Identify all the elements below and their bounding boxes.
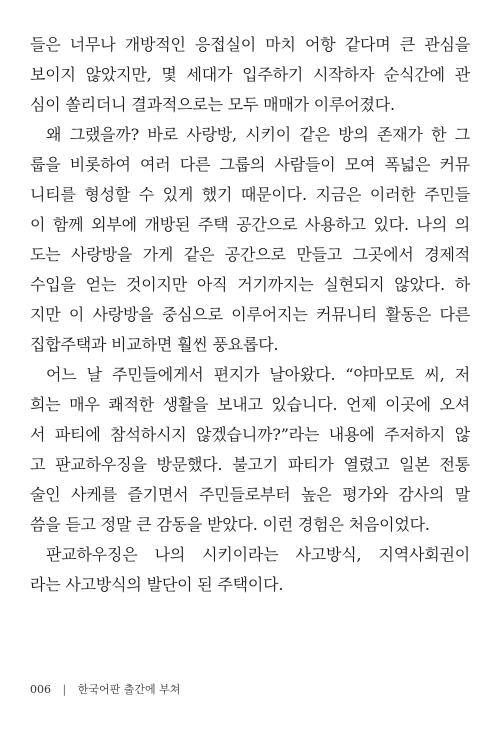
paragraph-2 xyxy=(30,120,470,360)
text-line: 희는 매우 쾌적한 생활을 보내고 있습니다. 언제 이곳에 오셔 xyxy=(30,395,470,414)
text-line: 고 판교하우징을 방문했다. 불고기 파티가 열렸고 일본 전통 xyxy=(30,455,470,474)
text-line: 라는 사고방식의 발단이 된 주택이다. xyxy=(30,575,284,594)
paragraph-3 xyxy=(30,360,470,540)
text-line: 룹을 비롯하여 여러 다른 그룹의 사람들이 모여 폭넓은 커뮤 xyxy=(30,155,470,174)
paragraph-4 xyxy=(30,540,470,600)
text-line: 심이 쏠리더니 결과적으로는 모두 매매가 이루어졌다. xyxy=(30,95,395,114)
paragraph-1 xyxy=(30,30,470,120)
page-footer xyxy=(30,683,180,697)
text-line: 수입을 얻는 것이지만 아직 거기까지는 실현되지 않았다. 하 xyxy=(30,275,470,294)
text-line: 니티를 형성할 수 있게 했기 때문이다. 지금은 이러한 주민들 xyxy=(30,185,470,204)
page-body xyxy=(30,30,470,600)
text-line: 판교하우징은 나의 시키이라는 사고방식, 지역사회권이 xyxy=(46,545,470,564)
running-title: 한국어판 출간에 부쳐 xyxy=(77,683,181,696)
text-line: 집합주택과 비교하면 훨씬 풍요롭다. xyxy=(30,335,279,354)
text-line: 씀을 듣고 정말 큰 감동을 받았다. 이런 경험은 처음이었다. xyxy=(30,515,430,534)
page-number: 006 xyxy=(30,683,51,696)
text-line: 보이지 않았지만, 몇 세대가 입주하기 시작하자 순식간에 관 xyxy=(30,65,470,84)
text-line: 서 파티에 참석하시지 않겠습니까?”라는 내용에 주저하지 않 xyxy=(30,425,470,444)
text-line: 이 함께 외부에 개방된 주택 공간으로 사용하고 있다. 나의 의 xyxy=(30,215,470,234)
text-line: 어느 날 주민들에게서 편지가 날아왔다. “야마모토 씨, 저 xyxy=(46,365,470,384)
text-line: 왜 그랬을까? 바로 사랑방, 시키이 같은 방의 존재가 한 그 xyxy=(46,125,470,144)
text-line: 도는 사랑방을 가게 같은 공간으로 만들고 그곳에서 경제적 xyxy=(30,245,470,264)
footer-separator: | xyxy=(62,683,67,696)
text-line: 술인 사케를 즐기면서 주민들로부터 높은 평가와 감사의 말 xyxy=(30,485,470,504)
text-line: 지만 이 사랑방을 중심으로 이루어지는 커뮤니티 활동은 다른 xyxy=(30,305,470,324)
text-line: 들은 너무나 개방적인 응접실이 마치 어항 같다며 큰 관심을 xyxy=(30,35,470,54)
